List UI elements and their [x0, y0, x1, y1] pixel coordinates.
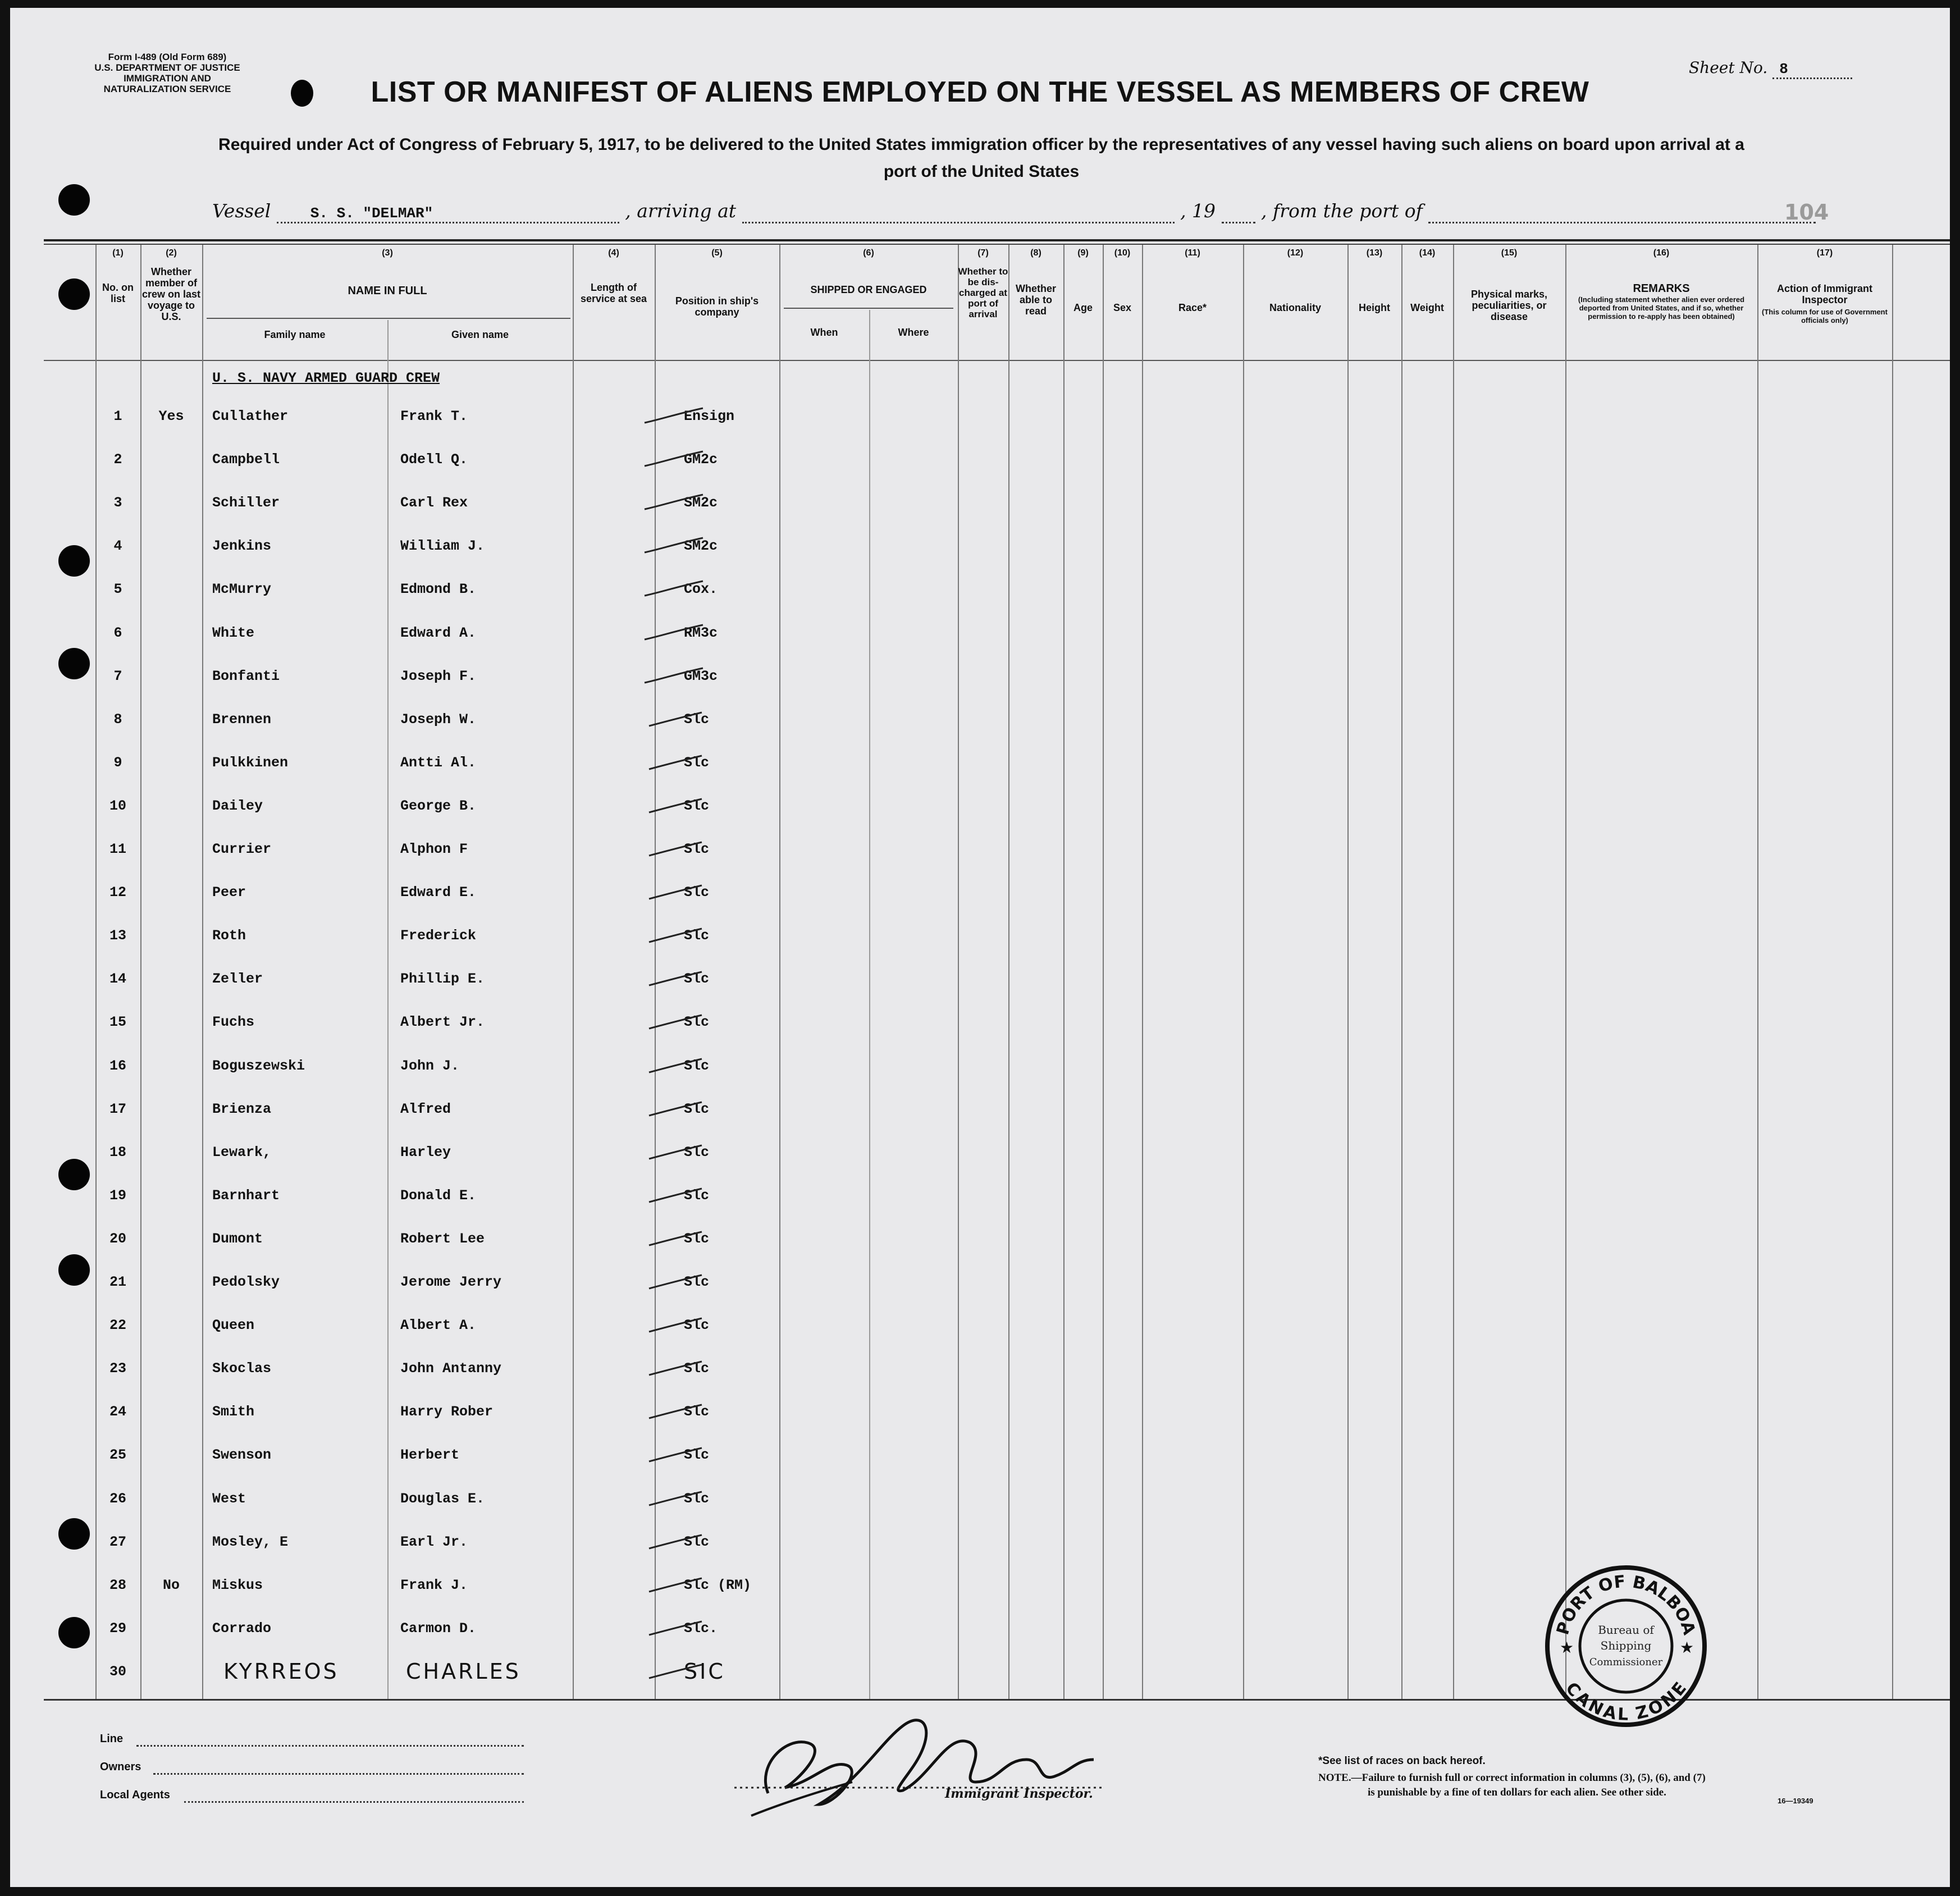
family-name: Queen	[212, 1317, 255, 1333]
family-name: Barnhart	[212, 1187, 280, 1204]
family-name: Dumont	[212, 1231, 263, 1247]
col-8-header: Whether able to read	[1016, 283, 1056, 317]
family-name: Campbell	[212, 451, 280, 468]
row-number: 17	[109, 1101, 126, 1117]
where-header: Where	[898, 327, 929, 338]
previous-voyage: Yes	[158, 408, 184, 424]
ship-position: Slc	[684, 1534, 710, 1550]
column-rule	[1243, 245, 1244, 1699]
page-stamp-number: 104	[1784, 200, 1829, 225]
given-name: Douglas E.	[400, 1491, 485, 1507]
inspector-label: Immigrant Inspector.	[945, 1787, 1093, 1801]
ship-position: Slc	[684, 1491, 710, 1507]
penalty-note-line-2: is punishable by a fine of ten dollars for each alien. See other side.	[1368, 1787, 1666, 1798]
ship-position: Slc	[684, 884, 710, 901]
col-12-number: (12)	[1287, 248, 1304, 258]
col-9-header: Age	[1073, 302, 1093, 313]
given-name: Odell Q.	[400, 451, 468, 468]
column-rule	[1063, 245, 1064, 1699]
given-name: Herbert	[400, 1447, 460, 1463]
vessel-line: Vessel S. S. "DELMAR" , arriving at , 19 , from the port of	[212, 200, 1728, 223]
check-mark-icon	[643, 1575, 705, 1594]
family-name: Boguszewski	[212, 1058, 305, 1074]
row-number: 11	[109, 841, 126, 857]
family-name: Corrado	[212, 1620, 272, 1637]
col-1-header: No. on list	[102, 282, 134, 304]
penalty-note-line-1: NOTE.—Failure to furnish full or correct information in columns (3), (5), (6), and (7)	[1318, 1772, 1706, 1784]
given-name: Harry Rober	[400, 1404, 494, 1420]
given-name: Robert Lee	[400, 1231, 485, 1247]
col-6-header: SHIPPED OR ENGAGED	[810, 284, 927, 295]
header-divider	[44, 360, 1950, 361]
row-number: 14	[109, 971, 126, 987]
ship-position: Slc	[684, 928, 710, 944]
ship-position: Slc	[684, 1274, 710, 1290]
given-name: Harley	[400, 1144, 451, 1161]
given-name: CHARLES	[406, 1659, 521, 1684]
column-rule	[1565, 245, 1566, 1699]
ship-position: Slc	[684, 1404, 710, 1420]
column-rule	[202, 245, 203, 1699]
given-name: Alphon F	[400, 841, 468, 857]
owners-field	[153, 1773, 524, 1775]
vessel-name: S. S. "DELMAR"	[277, 205, 619, 223]
row-number: 9	[113, 755, 122, 771]
check-mark-icon	[643, 1618, 705, 1637]
ship-position: SM2c	[684, 538, 718, 554]
given-name: Carl Rex	[400, 495, 468, 511]
family-name: Peer	[212, 884, 246, 901]
row-number: 23	[109, 1360, 126, 1377]
check-mark-icon	[643, 1012, 705, 1031]
row-number: 30	[109, 1664, 126, 1680]
given-name-header: Given name	[451, 329, 509, 340]
ship-position: Slc	[684, 841, 710, 857]
check-mark-icon	[643, 839, 705, 858]
family-name: Cullather	[212, 408, 289, 424]
given-name: Edward A.	[400, 625, 477, 641]
col-1-number: (1)	[112, 248, 124, 258]
given-name: John J.	[400, 1058, 460, 1074]
given-name: Albert Jr.	[400, 1014, 485, 1030]
col-3-header: NAME IN FULL	[348, 285, 427, 297]
ship-position: Slc	[684, 1447, 710, 1463]
row-number: 16	[109, 1058, 126, 1074]
col-3-number: (3)	[382, 248, 393, 258]
ship-position: Slc.	[684, 1620, 718, 1637]
svg-text:CANAL ZONE	[1561, 1679, 1691, 1725]
arrival-port	[742, 200, 1175, 223]
check-mark-icon	[643, 1142, 705, 1161]
sheet-number-label: Sheet No. 8	[1689, 58, 1852, 79]
row-number: 28	[109, 1577, 126, 1593]
page-title: LIST OR MANIFEST OF ALIENS EMPLOYED ON THE VESSEL AS MEMBERS OF CREW	[371, 76, 1589, 108]
departure-port	[1428, 200, 1816, 223]
given-name: Joseph F.	[400, 668, 477, 684]
stamp-inner-line-2: Shipping	[1600, 1639, 1652, 1652]
sub-column-rule	[387, 320, 389, 1699]
ship-position: Slc	[684, 1231, 710, 1247]
family-name: Pedolsky	[212, 1274, 280, 1290]
local-agents-field	[184, 1801, 524, 1803]
check-mark-icon	[643, 968, 705, 988]
punch-hole	[58, 648, 90, 679]
check-mark-icon	[643, 536, 705, 555]
given-name: Donald E.	[400, 1187, 477, 1204]
column-rule	[140, 245, 141, 1699]
given-name: Frederick	[400, 928, 477, 944]
given-name: Alfred	[400, 1101, 451, 1117]
ship-position: SM2c	[684, 495, 718, 511]
family-name: West	[212, 1491, 246, 1507]
check-mark-icon	[643, 925, 705, 944]
remarks-note: (Including statement whether alien ever ordered deported from United States, and if so, whether permission to re-apply has been obtained)	[1578, 295, 1745, 321]
family-name: KYRREOS	[223, 1659, 339, 1684]
col-17-number: (17)	[1816, 248, 1833, 258]
inspector-signature	[734, 1698, 1105, 1827]
check-mark-icon	[643, 1185, 705, 1204]
column-rule	[1453, 245, 1454, 1699]
ship-position: RM3c	[684, 625, 718, 641]
given-name: Frank J.	[400, 1577, 468, 1593]
column-rule	[779, 245, 780, 1699]
form-department: U.S. DEPARTMENT OF JUSTICE	[94, 62, 240, 73]
check-mark-icon	[643, 1401, 705, 1420]
check-mark-icon	[643, 709, 705, 728]
check-mark-icon	[643, 623, 705, 642]
col-6-number: (6)	[863, 248, 874, 258]
check-mark-icon	[643, 449, 705, 468]
ship-position: Ensign	[684, 408, 735, 424]
col-17-header: Action of Immigrant Inspector	[1777, 283, 1872, 305]
column-rule	[1892, 245, 1893, 1699]
punch-hole	[58, 1617, 90, 1648]
stamp-bottom-text: CANAL ZONE	[1561, 1678, 1691, 1725]
check-mark-icon	[643, 1488, 705, 1507]
col-11-number: (11)	[1185, 248, 1200, 258]
ship-position: Slc	[684, 1101, 710, 1117]
check-mark-icon	[643, 1272, 705, 1291]
given-name: George B.	[400, 798, 477, 814]
stamp-star-icon: ★	[1680, 1638, 1694, 1657]
stamp-inner-line-3: Commissioner	[1589, 1656, 1663, 1668]
stamp-inner-line-1: Bureau of	[1598, 1623, 1654, 1637]
ship-position: Slc	[684, 1058, 710, 1074]
col-13-header: Height	[1359, 302, 1390, 313]
col-13-number: (13)	[1366, 248, 1383, 258]
ship-position: GM2c	[684, 451, 718, 468]
row-number: 18	[109, 1144, 126, 1161]
ship-position: Slc	[684, 798, 710, 814]
col-7-header: Whether to be dis-charged at port of arrival	[958, 266, 1008, 319]
punch-hole	[58, 1159, 90, 1190]
check-mark-icon	[643, 1532, 705, 1551]
given-name: Edward E.	[400, 884, 477, 901]
check-mark-icon	[643, 1228, 705, 1248]
punch-hole	[58, 184, 90, 216]
ship-position: GM3c	[684, 668, 718, 684]
column-rule	[1401, 245, 1402, 1699]
col-16-header: REMARKS	[1633, 282, 1690, 295]
local-agents-label: Local Agents	[100, 1789, 170, 1801]
check-mark-icon	[643, 752, 705, 771]
row-number: 3	[113, 495, 122, 511]
given-name: Antti Al.	[400, 755, 477, 771]
row-number: 13	[109, 928, 126, 944]
row-number: 7	[113, 668, 122, 684]
row-number: 12	[109, 884, 126, 901]
table-top-border	[44, 239, 1950, 241]
check-mark-icon	[643, 1099, 705, 1118]
family-name: Bonfanti	[212, 668, 280, 684]
row-number: 10	[109, 798, 126, 814]
inspector-note: (This column for use of Government officials only)	[1762, 308, 1888, 325]
print-code: 16—19349	[1778, 1797, 1813, 1805]
col-14-number: (14)	[1419, 248, 1436, 258]
form-number: Form I-489 (Old Form 689)	[108, 52, 227, 62]
column-rule	[958, 245, 959, 1699]
check-mark-icon	[643, 796, 705, 815]
check-mark-icon	[643, 1358, 705, 1377]
row-number: 29	[109, 1620, 126, 1637]
punch-hole	[58, 545, 90, 577]
family-name: Dailey	[212, 798, 263, 814]
col-15-header: Physical marks, peculiarities, or disease	[1470, 289, 1548, 322]
col-4-number: (4)	[608, 248, 619, 258]
races-note: *See list of races on back hereof.	[1318, 1755, 1486, 1767]
ship-position: Slc	[684, 971, 710, 987]
when-header: When	[810, 327, 838, 338]
row-number: 15	[109, 1014, 126, 1030]
family-name: Fuchs	[212, 1014, 255, 1030]
family-name: Lewark,	[212, 1144, 272, 1161]
family-name: Mosley, E	[212, 1534, 289, 1550]
line-field	[136, 1745, 524, 1747]
family-name: Skoclas	[212, 1360, 272, 1377]
col-2-header: Whether member of crew on last voyage to U.S.	[141, 266, 201, 322]
line-label: Line	[100, 1733, 124, 1745]
ship-position: SIC	[684, 1659, 725, 1684]
row-number: 4	[113, 538, 122, 554]
given-name: John Antanny	[400, 1360, 502, 1377]
punch-hole	[58, 1518, 90, 1550]
check-mark-icon	[643, 1056, 705, 1075]
col-15-number: (15)	[1501, 248, 1518, 258]
family-name: Smith	[212, 1404, 255, 1420]
family-name: Brienza	[212, 1101, 272, 1117]
column-rule	[1103, 245, 1104, 1699]
section-heading: U. S. NAVY ARMED GUARD CREW	[212, 370, 440, 386]
row-number: 24	[109, 1404, 126, 1420]
col-2-number: (2)	[166, 248, 177, 258]
family-name: Miskus	[212, 1577, 263, 1593]
col-5-number: (5)	[711, 248, 723, 258]
family-name: Currier	[212, 841, 272, 857]
ship-position: Slc (RM)	[684, 1577, 752, 1593]
col-10-header: Sex	[1113, 302, 1132, 313]
check-mark-icon	[643, 579, 705, 598]
col-9-number: (9)	[1077, 248, 1089, 258]
check-mark-icon	[643, 1445, 705, 1464]
port-of-balboa-stamp	[1542, 1562, 1710, 1730]
row-number: 20	[109, 1231, 126, 1247]
col-10-number: (10)	[1114, 248, 1131, 258]
ship-position: Slc	[684, 1014, 710, 1030]
ship-position: Slc	[684, 755, 710, 771]
row-number: 5	[113, 581, 122, 597]
check-mark-icon	[643, 492, 705, 511]
punch-hole	[58, 1254, 90, 1286]
family-name: McMurry	[212, 581, 272, 597]
ship-position: Slc	[684, 711, 710, 728]
ship-position: Slc	[684, 1317, 710, 1333]
check-mark-icon	[643, 1315, 705, 1334]
check-mark-icon	[643, 406, 705, 425]
previous-voyage: No	[162, 1577, 180, 1593]
col-14-header: Weight	[1410, 302, 1444, 313]
punch-hole	[58, 278, 90, 310]
col-16-number: (16)	[1653, 248, 1670, 258]
ship-position: Cox.	[684, 581, 718, 597]
given-name: Albert A.	[400, 1317, 477, 1333]
sub-column-rule	[869, 310, 870, 1699]
ship-position: Slc	[684, 1360, 710, 1377]
row-number: 8	[113, 711, 122, 728]
arrival-year	[1222, 200, 1255, 223]
col-5-header: Position in ship's company	[675, 295, 759, 318]
column-rule	[1757, 245, 1758, 1699]
given-name: Earl Jr.	[400, 1534, 468, 1550]
manifest-sheet	[10, 8, 1950, 1887]
family-name: White	[212, 625, 255, 641]
row-number: 22	[109, 1317, 126, 1333]
owners-label: Owners	[100, 1761, 141, 1773]
family-name: Zeller	[212, 971, 263, 987]
check-mark-icon	[643, 882, 705, 901]
stamp-star-icon: ★	[1560, 1638, 1574, 1657]
row-number: 1	[113, 408, 122, 424]
given-name: Edmond B.	[400, 581, 477, 597]
row-number: 21	[109, 1274, 126, 1290]
column-rule	[573, 245, 574, 1699]
given-name: William J.	[400, 538, 485, 554]
column-rule	[1142, 245, 1143, 1699]
family-name: Swenson	[212, 1447, 272, 1463]
col-11-header: Race*	[1178, 302, 1207, 313]
family-name: Brennen	[212, 711, 272, 728]
col-8-number: (8)	[1030, 248, 1041, 258]
given-name: Joseph W.	[400, 711, 477, 728]
form-service: IMMIGRATION AND NATURALIZATION SERVICE	[103, 73, 231, 94]
page-subtitle: Required under Act of Congress of February 5, 1917, to be delivered to the United States immigration officer by the representatives of any vessel having such aliens on board upon arrival at a port of the United States	[218, 135, 1744, 181]
row-number: 25	[109, 1447, 126, 1463]
row-number: 19	[109, 1187, 126, 1204]
row-number: 2	[113, 451, 122, 468]
ship-position: Slc	[684, 1144, 710, 1161]
sheet-number: 8	[1772, 61, 1852, 79]
row-number: 6	[113, 625, 122, 641]
given-name: Phillip E.	[400, 971, 485, 987]
check-mark-icon	[643, 666, 705, 685]
given-name: Jerome Jerry	[400, 1274, 502, 1290]
check-mark-icon	[643, 1661, 705, 1680]
given-name: Carmon D.	[400, 1620, 477, 1637]
col-12-header: Nationality	[1269, 302, 1321, 313]
col-7-number: (7)	[977, 248, 989, 258]
given-name: Frank T.	[400, 408, 468, 424]
family-name: Pulkkinen	[212, 755, 289, 771]
column-rule	[1347, 245, 1349, 1699]
row-number: 27	[109, 1534, 126, 1550]
stamp-top-text: PORT OF BALBOA	[1553, 1571, 1699, 1637]
column-rule	[1008, 245, 1009, 1699]
family-name-header: Family name	[264, 329, 326, 340]
family-name: Schiller	[212, 495, 280, 511]
row-number: 26	[109, 1491, 126, 1507]
col-4-header: Length of service at sea	[580, 282, 647, 304]
family-name: Jenkins	[212, 538, 272, 554]
ship-position: Slc	[684, 1187, 710, 1204]
family-name: Roth	[212, 928, 246, 944]
